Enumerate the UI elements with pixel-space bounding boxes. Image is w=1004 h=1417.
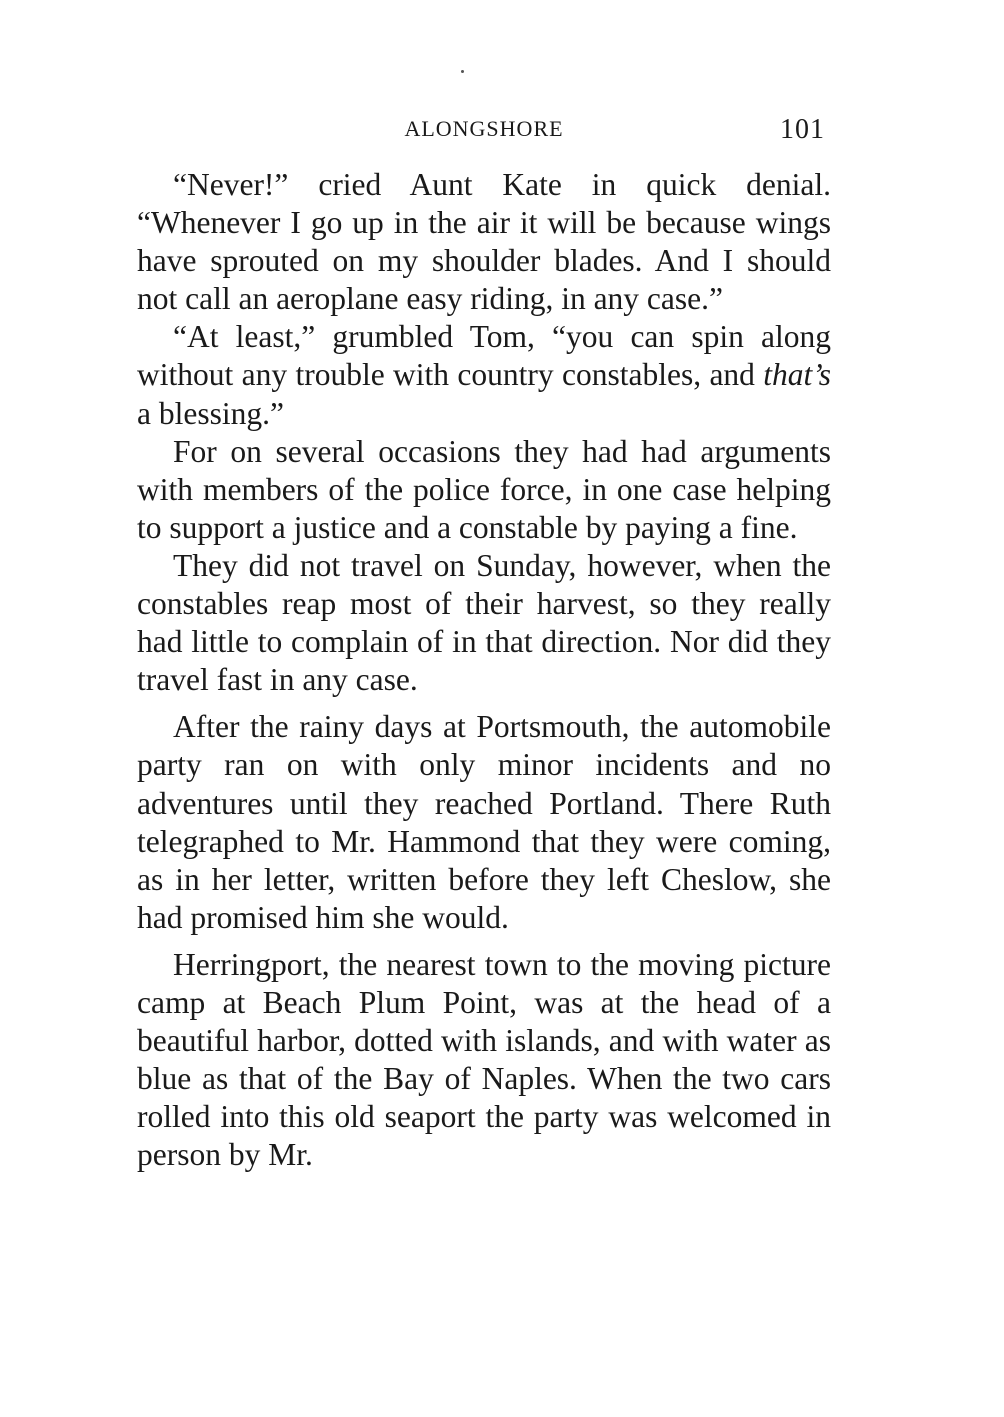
paragraph-text: They did not travel on Sunday, however, when the constables reap most of their harvest, so they really had little to complain of in that direction. Nor did they travel fast in any case.	[137, 547, 831, 698]
paragraph	[137, 708, 831, 937]
paragraph-text: After the rainy days at Portsmouth, the automobile party ran on with only minor incidents and no adventures until they reached Portland. There Ruth telegraphed to Mr. Hammond that they were coming, as in her letter, written before they left Cheslow, she had promised him she would.	[137, 709, 831, 935]
paragraph-text: For on several occasions they had had arguments with members of the police force, in one case helping to support a justice and a constable by paying a fine.	[137, 433, 831, 545]
paragraph-text: “Never!” cried Aunt Kate in quick denial. “Whenever I go up in the air it will be because wings have sprouted on my shoulder blades. And I should not call an aeroplane easy riding, in any case.”	[137, 167, 831, 317]
running-head	[137, 114, 831, 148]
paragraph	[137, 318, 831, 432]
paragraph-text: Herringport, the nearest town to the moving picture camp at Beach Plum Point, was at the head of a beautiful harbor, dotted with islands, and with water as blue as that of the Bay of Naples. When the two cars rolled into this old seaport the party was welcomed in person by Mr.	[137, 946, 831, 1173]
ink-speck	[461, 70, 464, 73]
paragraph-text: a blessing.”	[137, 395, 284, 431]
paragraph-text: “At least,” grumbled Tom, “you can spin along without any trouble with country constables, and	[137, 319, 831, 393]
chapter-title: ALONGSHORE	[404, 116, 564, 141]
paragraph	[137, 166, 831, 318]
body-text	[137, 166, 831, 1174]
page-number: 101	[780, 114, 825, 145]
paragraph	[137, 433, 831, 547]
paragraph	[137, 946, 831, 1175]
paragraph	[137, 547, 831, 699]
paragraph-text-italic: that’s	[763, 357, 831, 393]
